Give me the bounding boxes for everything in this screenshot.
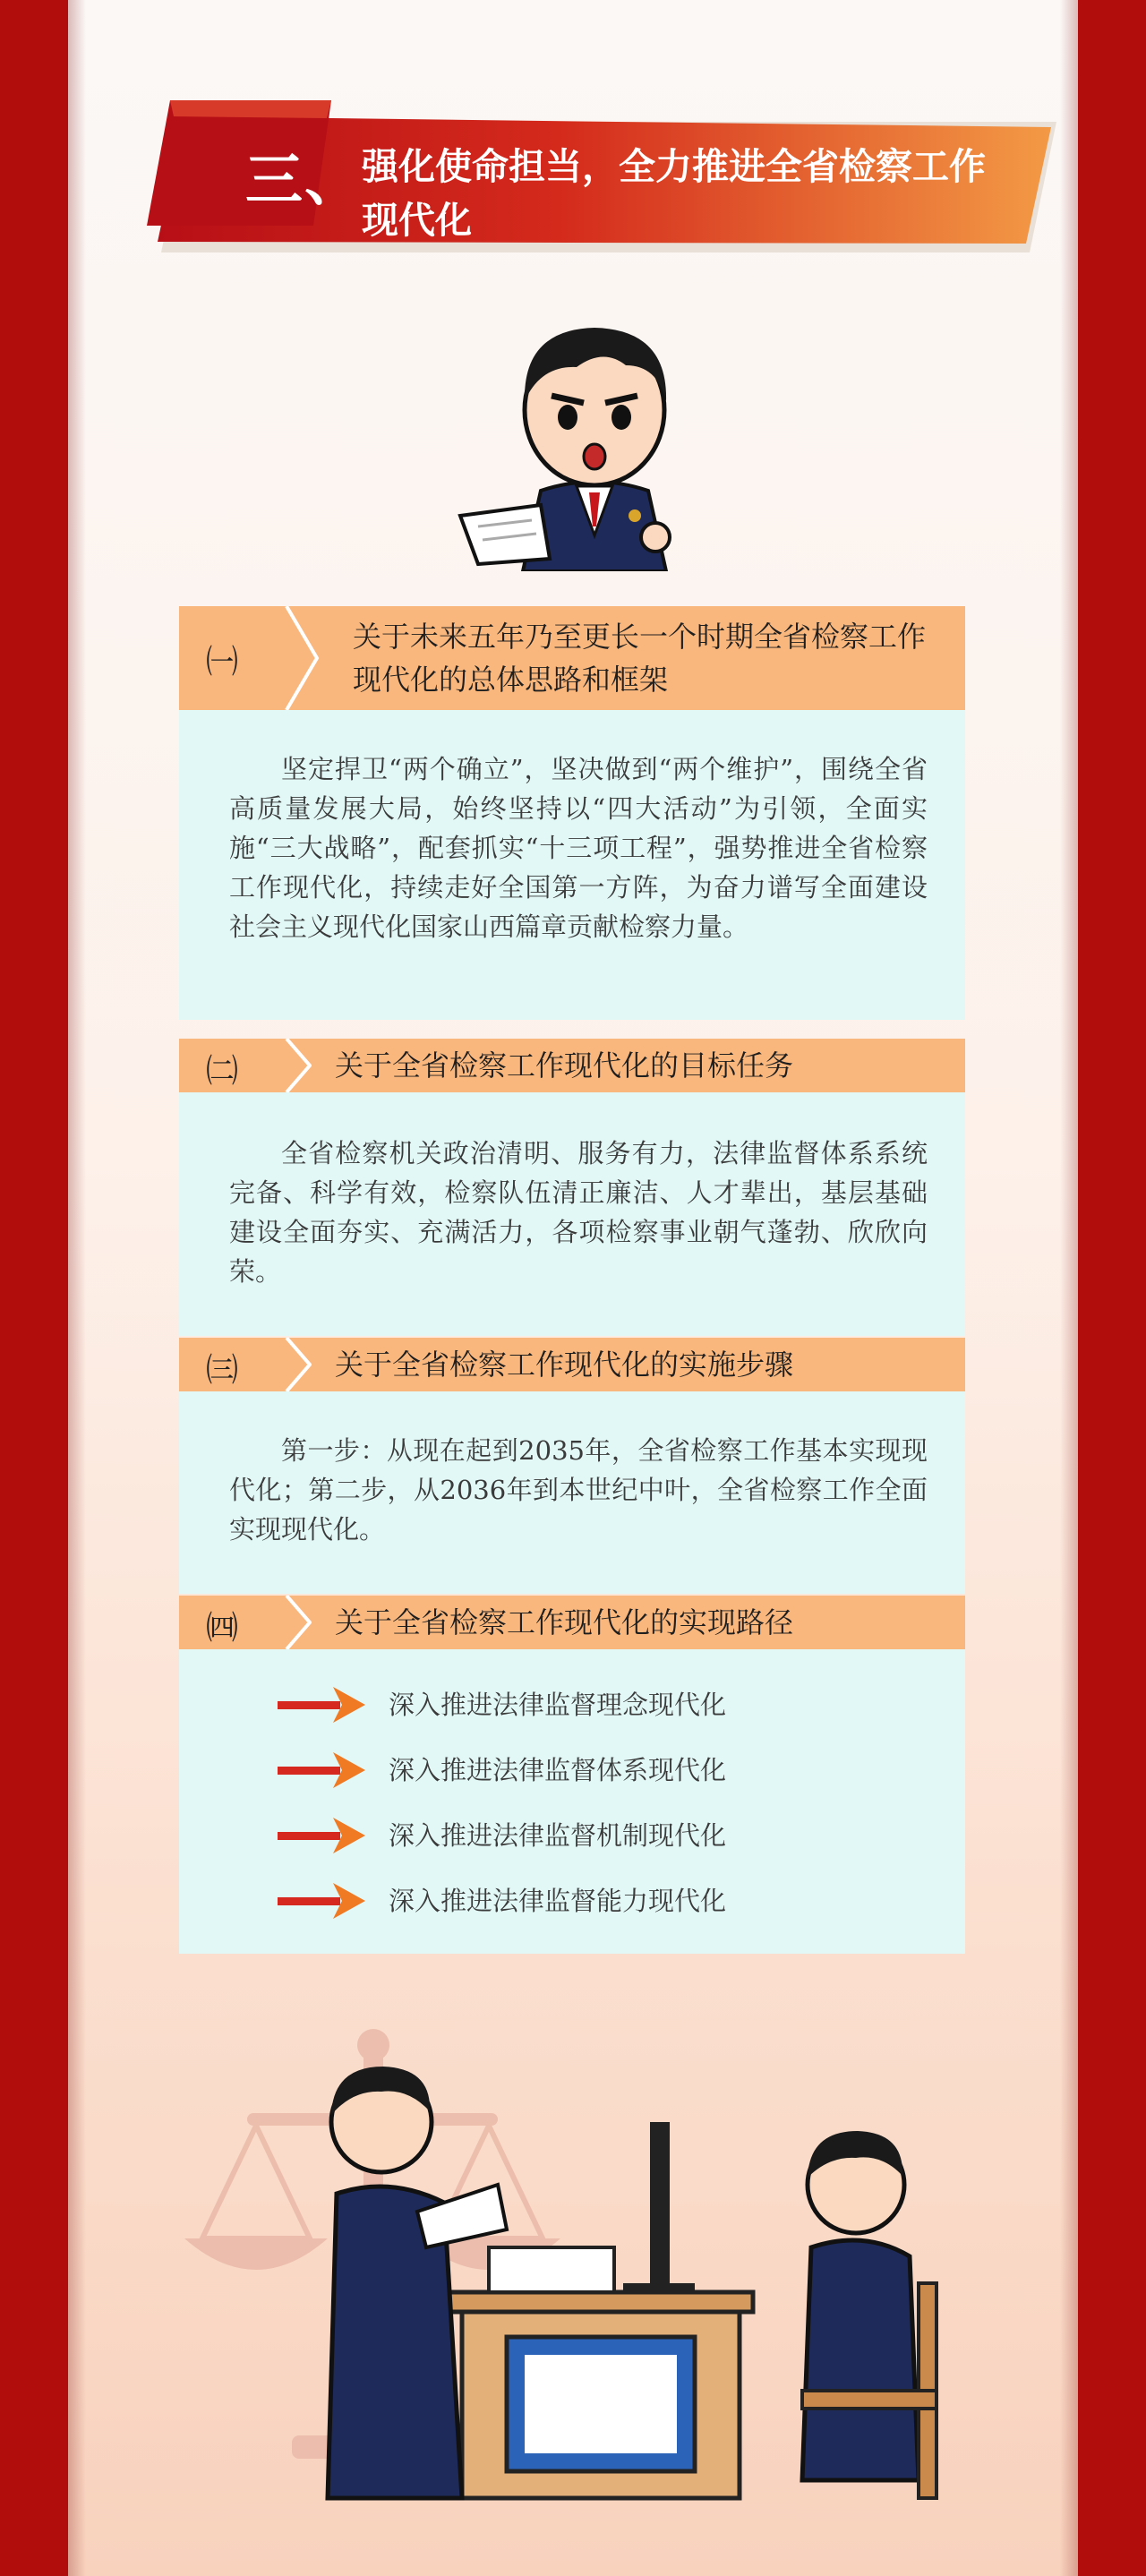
section-2-text: 全省检察机关政治清明、服务有力，法律监督体系系统完备、科学有效，检察队伍清正廉洁、人才辈出，基层基础建设全面夯实、充满活力，各项检察事业朝气蓬勃、欣欣向荣。 (229, 1138, 928, 1287)
section-3-body (179, 1391, 965, 1594)
content-panel (68, 0, 1078, 2576)
prosecutor-reading-illustration (442, 303, 747, 571)
path-item-text: 深入推进法律监督体系现代化 (389, 1755, 727, 1785)
chevron-right-icon (285, 606, 321, 710)
path-item (278, 1812, 904, 1857)
section-3-title: 关于全省检察工作现代化的实施步骤 (335, 1348, 794, 1382)
section-2-number: ㈡ (206, 1053, 239, 1090)
path-item-text: 深入推进法律监督能力现代化 (389, 1886, 727, 1916)
section-1-title: 关于未来五年乃至更长一个时期全省检察工作现代化的总体思路和框架 (353, 620, 927, 697)
chevron-right-icon (285, 1338, 312, 1391)
orange-arrow-icon (278, 1750, 367, 1790)
section-4-number: ㈣ (206, 1610, 239, 1647)
chevron-right-icon (285, 1039, 312, 1092)
section-1-text: 坚定捍卫“两个确立”，坚决做到“两个维护”，围绕全省高质量发展大局，始终坚持以“四大活动”为引领，全面实施“三大战略”，配套抓实“十三项工程”，强势推进全省检察工作现代化，持续走好全国第一方阵，为奋力谱写全面建设社会主义现代化国家山西篇章贡献检察力量。 (229, 754, 928, 942)
section-3-header (179, 1338, 965, 1391)
path-item (278, 1747, 904, 1792)
prosecutors-at-desk-illustration (122, 2015, 1062, 2516)
section-3-number: ㈢ (206, 1352, 239, 1389)
path-item (278, 1878, 904, 1922)
section-2-title: 关于全省检察工作现代化的目标任务 (335, 1048, 794, 1083)
banner-title: 强化使命担当，全力推进全省检察工作现代化 (362, 145, 986, 242)
path-item (278, 1682, 904, 1726)
section-1-header (179, 606, 965, 710)
section-4-header (179, 1596, 965, 1649)
section-2-header (179, 1039, 965, 1092)
orange-arrow-icon (278, 1816, 367, 1855)
section-banner (134, 100, 1065, 270)
section-4-title: 关于全省检察工作现代化的实现路径 (335, 1605, 794, 1639)
section-2-body (179, 1092, 965, 1336)
section-4-body (179, 1649, 965, 1954)
banner-number: 三、 (245, 148, 363, 214)
section-3-text: 第一步：从现在起到2035年，全省检察工作基本实现现代化；第二步，从2036年到本世纪中叶，全省检察工作全面实现现代化。 (229, 1435, 928, 1545)
path-item-text: 深入推进法律监督机制现代化 (389, 1820, 727, 1851)
section-1-body (179, 710, 965, 1020)
orange-arrow-icon (278, 1881, 367, 1921)
path-item-text: 深入推进法律监督理念现代化 (389, 1690, 727, 1720)
section-1-number: ㈠ (206, 644, 239, 680)
orange-arrow-icon (278, 1685, 367, 1724)
chevron-right-icon (285, 1596, 312, 1649)
